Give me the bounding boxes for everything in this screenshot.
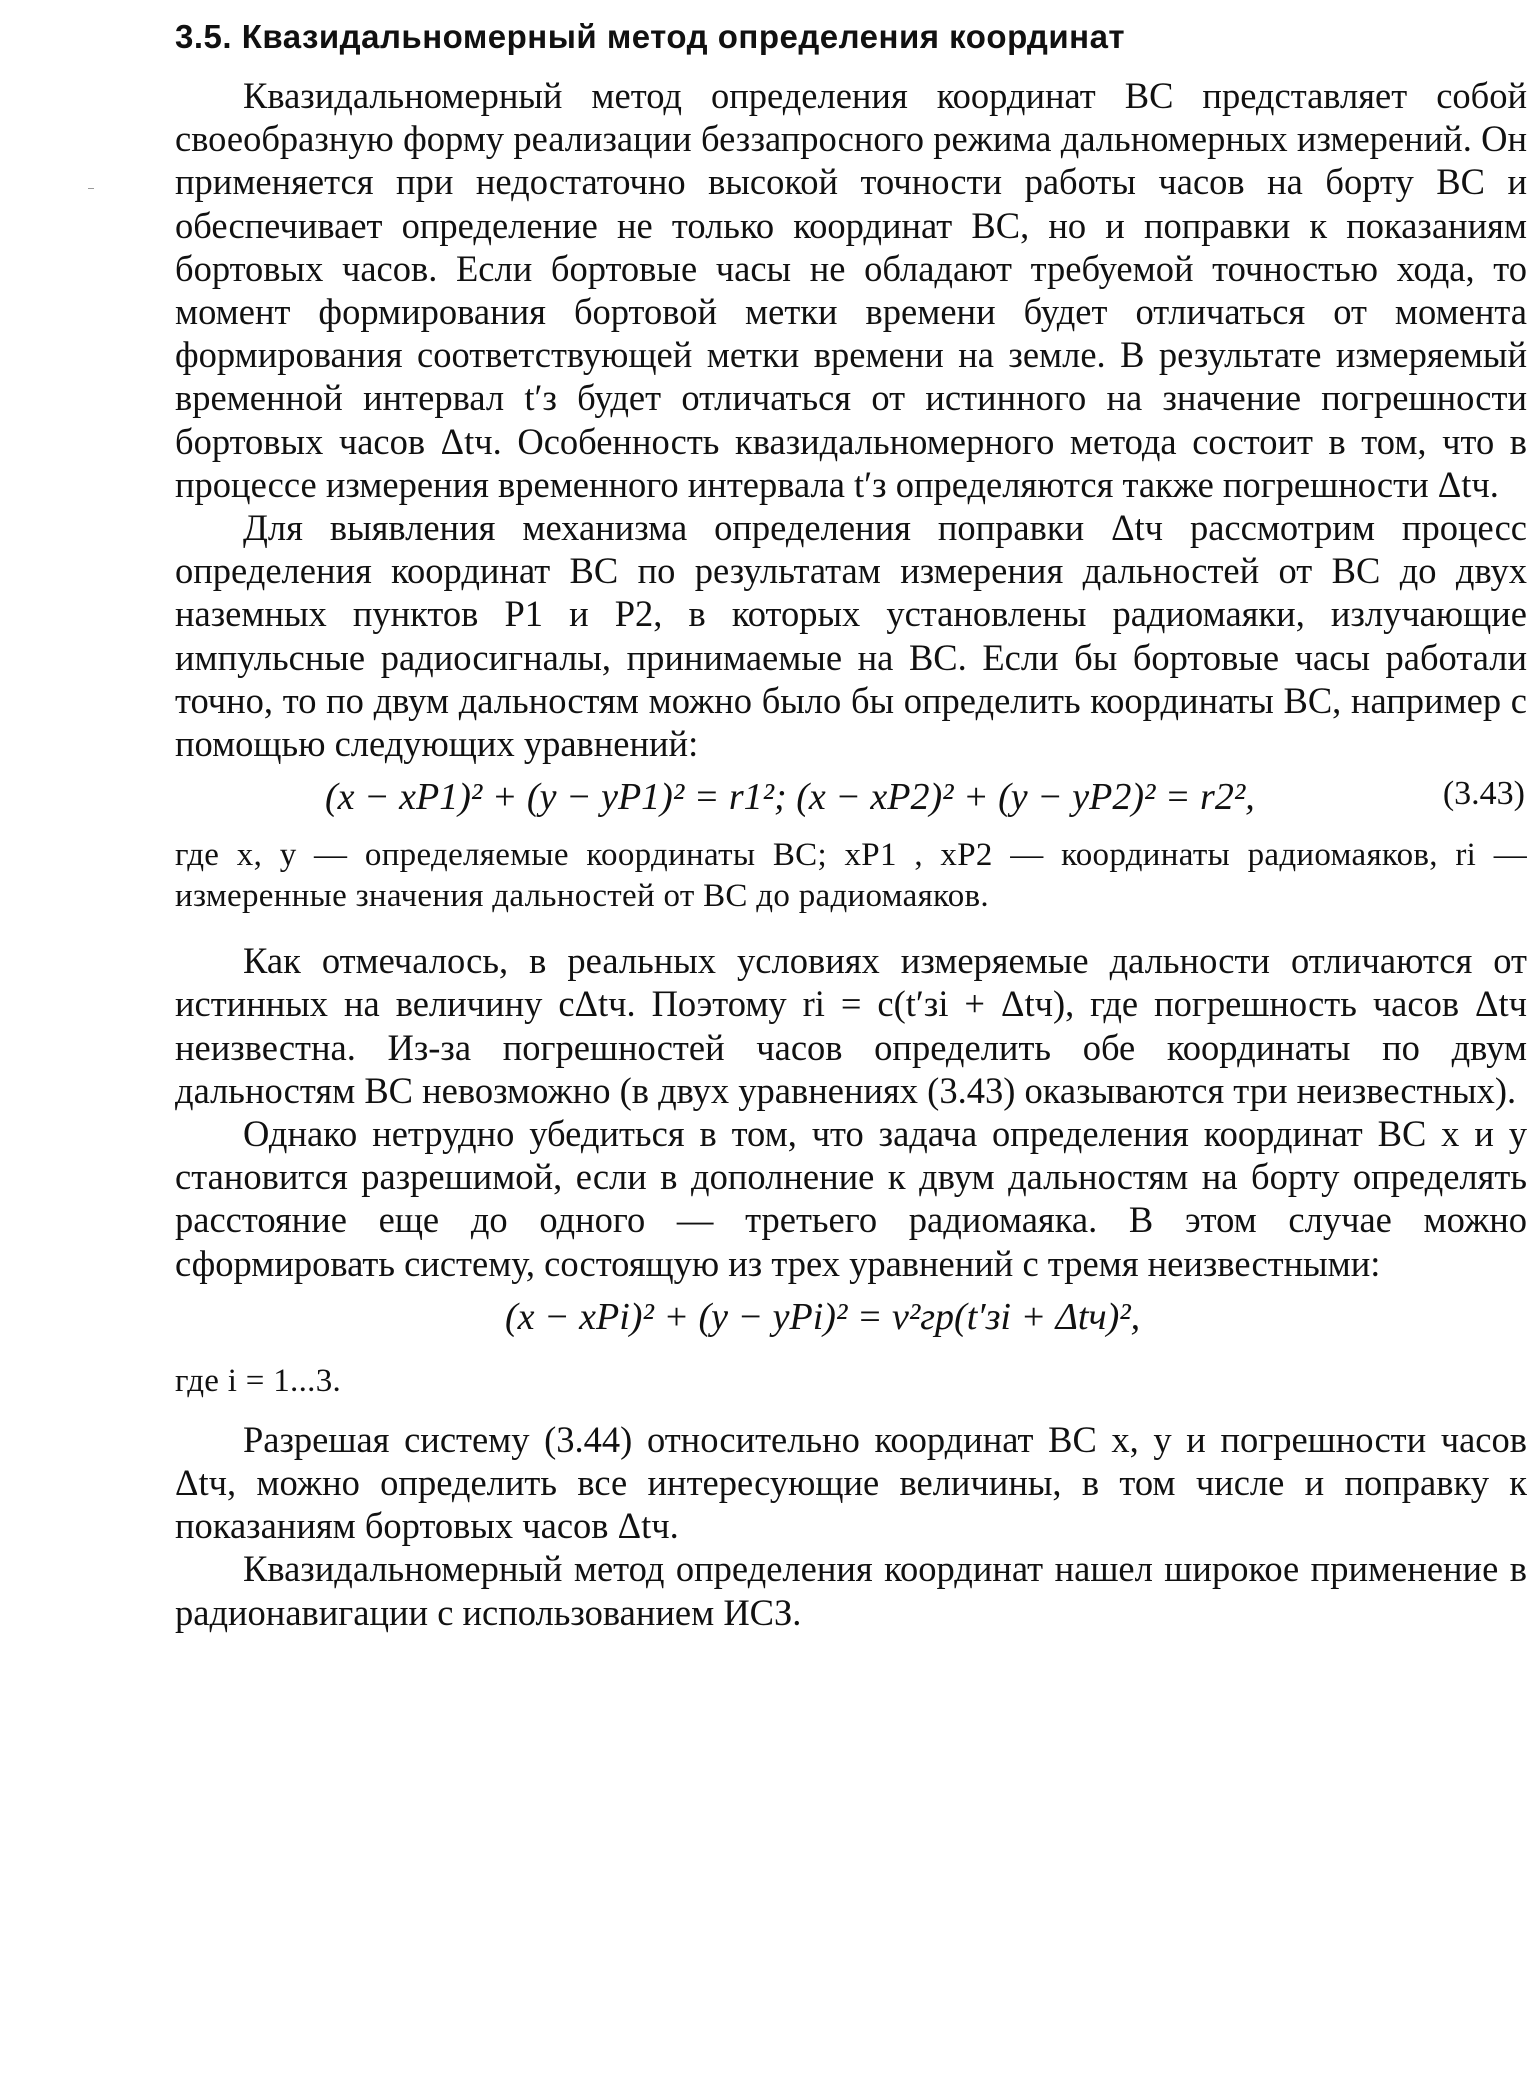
equation-3-43-number: (3.43) bbox=[1442, 775, 1525, 813]
paragraph-application: Квазидальномерный метод определения координат нашел широкое применение в радионавигации с использованием ИСЗ. bbox=[175, 1548, 1527, 1633]
paragraph-solvable: Однако нетрудно убедиться в том, что задача определения координат ВС x и y становится разрешимой, если в дополнение к двум дальностям на борту определять расстояние еще до одного — третьего радиомаяка. В этом случае можно сформировать систему, состоящую из трех уравнений с тремя неизвестными: bbox=[175, 1113, 1527, 1284]
equation-3-44 bbox=[175, 1285, 1527, 1361]
paragraph-where-2: где i = 1...3. bbox=[175, 1362, 342, 1399]
equation-3-43-body: (x − xP1)² + (y − yP1)² = r1²; (x − xP2)² + (y − yP2)² = r2², bbox=[325, 776, 1255, 819]
section-heading: 3.5. Квазидальномерный метод определения координат bbox=[175, 18, 1126, 55]
equation-3-43 bbox=[175, 765, 1527, 835]
equation-3-44-body: (x − xPi)² + (y − yPi)² = v²гр(t′зi + Δtч)², bbox=[505, 1295, 1141, 1338]
paragraph-real-conditions: Как отмечалось, в реальных условиях измеряемые дальности отличаются от истинных на величину cΔtч. Поэтому ri = c(t′зi + Δtч), где погрешность часов Δtч неизвестна. Из-за погрешностей часов определить обе координаты по двум дальностям ВС невозможно (в двух уравнениях (3.43) оказываются три неизвестных). bbox=[175, 940, 1527, 1111]
paragraph-intro: Квазидальномерный метод определения координат ВС представляет собой своеобразную форму реализации беззапросного режима дальномерных измерений. Он применяется при недостаточно высокой точности работы часов на борту ВС и обеспечивает определение не только координат ВС, но и поправки к показаниям бортовых часов. Если бортовые часы не обладают требуемой точностью хода, то момент формирования бортовой метки времени будет отличаться от момента формирования соответствующей метки времени на земле. В результате измеряемый временной интервал t′з будет отличаться от истинного на значение погрешности бортовых часов Δtч. Особенность квазидальномерного метода состоит в том, что в процессе измерения временного интервала t′з определяются также погрешности Δtч. bbox=[175, 75, 1527, 505]
document-page bbox=[175, 18, 1527, 1634]
paragraph-solution: Разрешая систему (3.44) относительно координат ВС x, y и погрешности часов Δtч, можно определить все интересующие величины, в том числе и поправку к показаниям бортовых часов Δtч. bbox=[175, 1418, 1527, 1547]
margin-mark bbox=[88, 188, 94, 189]
paragraph-where-1: где x, y — определяемые координаты ВС; xP1 , xP2 — координаты радиомаяков, ri — измеренные значения дальностей от ВС до радиомаяков. bbox=[175, 837, 1527, 915]
paragraph-mechanism: Для выявления механизма определения поправки Δtч рассмотрим процесс определения координат ВС по результатам измерения дальностей от ВС до двух наземных пунктов P1 и P2, в которых установлены радиомаяки, излучающие импульсные радиосигналы, принимаемые на ВС. Если бы бортовые часы работали точно, то по двум дальностям можно было бы определить координаты ВС, например с помощью следующих уравнений: bbox=[175, 507, 1527, 765]
